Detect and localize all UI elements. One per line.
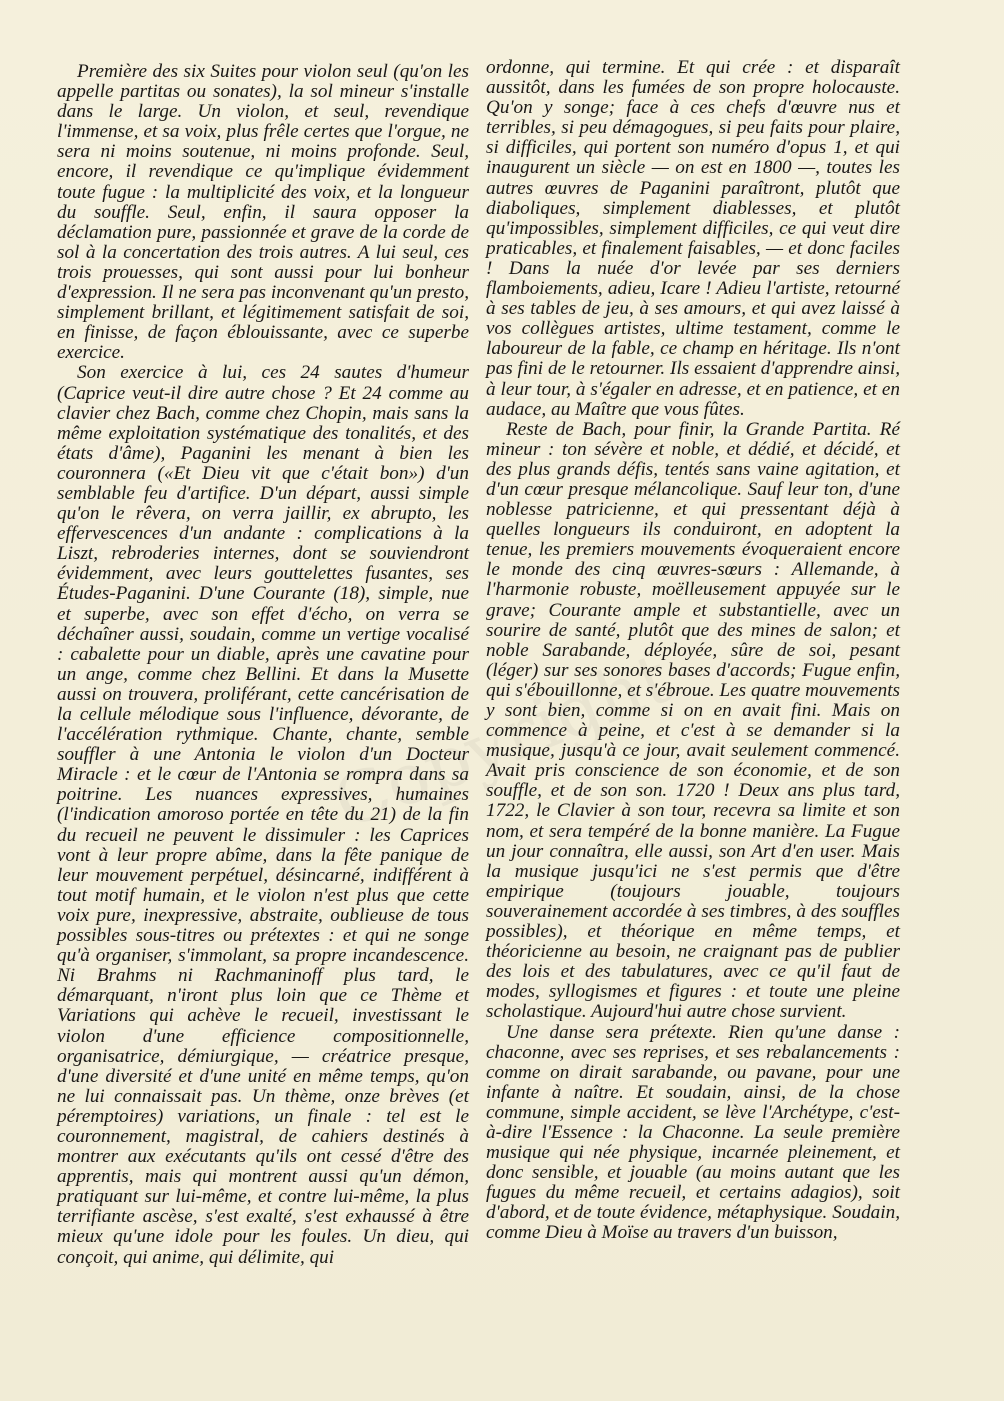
paragraph-paganini-caprices: Son exercice à lui, ces 24 sautes d'humeur (Caprice veut-il dire autre chose ? Et 24 comme au clavier chez Bach, comme chez Chopin, mais sans la même exploitation systématique des tonalités, et des états d'âme), Paganini les menant à bien les couronnera («Et Dieu vit que c'était bon») d'un semblable feu d'artifice. D'un départ, aussi simple qu'on le rêvera, on verra jaillir, ex abrupto, les effervescences d'un andante : complications à la Liszt, rebroderies internes, dont se souviendront évidemment, avec leurs gouttelettes fusantes, ses Études-Paganini. D'une Courante (18), simple, nue et superbe, avec son effet d'écho, on verra se déchaîner aussi, soudain, comme un vertige vocalisé : cabalette pour un diable, après une cavatine pour un ange, comme chez Bellini. Et dans la Musette aussi on trouvera, proliférant, cette cancérisation de la cellule mélodique sous l'influence, dévorante, de l'accélération rythmique. Chante, chante, semble souffler à une Antonia le violon d'un Docteur Miracle : et le cœur de l'Antonia se rompra dans sa poitrine. Les nuances expressives, humaines (l'indication amoroso portée en tête du 21) de la fin du recueil ne peuvent le dissimuler : les Caprices vont à leur propre abîme, dans la fête panique de leur mouvement perpétuel, désincarné, indifférent à tout motif humain, et le violon n'est plus que cette voix pure, inexpressive, abstraite, oublieuse de tous possibles sous-titres ou prétextes : et qui ne songe qu'à organiser, s'immolant, sa propre incandescence. Ni Brahms ni Rachmaninoff plus tard, le démarquant, n'iront plus loin que ce Thème et Variations qui achève le recueil, investissant le violon d'une efficience compositionnelle, organisatrice, démiurgique, — créatrice presque, d'une diversité et d'une unité en même temps, qu'on ne lui connaissait pas. Un thème, onze brèves (et péremptoires) variations, un finale : tel est le couronnement, magistral, de cahiers destinés à montrer aux exécutants qu'ils ont cessé d'être des apprentis, mais qui montrent aussi qu'un démon, pratiquant sur lui-même, et contre lui-même, la plus terrifiante ascèse, s'est exalté, s'est exhaussé à être mieux qu'une idole pour les foules. Un dieu, qui conçoit, qui anime, qui délimite, qui (57, 362, 469, 1268)
paragraph-chaconne: Une danse sera prétexte. Rien qu'une danse : chaconne, avec ses reprises, et ses rebalancements : comme on dirait sarabande, ou pavane, pour une infante à naître. Et soudain, ainsi, de la chose commune, simple accident, se lève l'Archétype, c'est-à-dire l'Essence : la Chaconne. La seule première musique qui née physique, incarnée pleinement, et donc sensible, et jouable (au moins autant que les fugues du même recueil, et certains adagios), soit d'abord, et de toute évidence, métaphysique. Soudain, comme Dieu à Moïse au travers d'un buisson, (486, 1021, 900, 1244)
paragraph-grande-partita: Reste de Bach, pour finir, la Grande Partita. Ré mineur : ton sévère et noble, et dédié, et décidé, et des plus grands défis, tentés sans vaine agitation, et d'un cœur presque mélancolique. Sauf leur ton, d'une noblesse patricienne, et qui pressentant déjà à quelles longueurs ils conduiront, en adoptent la tenue, les premiers mouvements évoqueraient encore le monde des cinq œuvres-sœurs : Allemande, à l'harmonie robuste, moëlleusement appuyée sur le grave; Courante ample et substantielle, avec un sourire de santé, plutôt que des mines de salon; et noble Sarabande, déployée, sûre de soi, pesant (léger) sur ses sonores bases d'accords; Fugue enfin, qui s'ébouillonne, et s'ébroue. Les quatre mouvements y sont bien, comme si on en avait fini. Mais on commence à peine, et c'est à se demander si la musique, jusqu'à ce jour, avait seulement commencé. Avait pris conscience de son économie, et de son souffle, et de son son. 1720 ! Deux ans plus tard, 1722, le Clavier à son tour, recevra sa limite et son nom, et sera tempéré de la bonne manière. La Fugue un jour connaîtra, elle aussi, son Art d'en user. Mais la musique jusqu'ici ne s'est permis que d'être empirique (toujours jouable, toujours souverainement accordée à ses timbres, à des souffles possibles), et théorique en même temps, et théoricienne au besoin, ne craignant pas de publier des lois et des tabulatures, avec ce qu'il faut de modes, syllogismes et figures : et toute une pleine scholastique. Aujourd'hui autre chose survient. (486, 418, 900, 1023)
right-column (486, 58, 900, 1244)
paragraph-continuation: ordonne, qui termine. Et qui crée : et disparaît aussitôt, dans les fumées de son propre holocauste. Qu'on y songe; face à ces chefs d'œuvre nus et terribles, si peu démagogues, si peu faits pour plaire, si difficiles, qui portent son numéro d'opus 1, et qui inaugurent un siècle — on est en 1800 —, toutes les autres œuvres de Paganini paraîtront, plutôt que diaboliques, simplement diablesses, et plutôt qu'impossibles, simplement difficiles, ce qui veut dire praticables, et finalement faisables, — et donc faciles ! Dans la nuée d'or levée par ses derniers flamboiements, adieu, Icare ! Adieu l'artiste, retourné à ses tables de jeu, à ses amours, et qui avez laissé à vos collègues artistes, ultime testament, comme le laboureur de la fable, ce champ en héritage. Ils n'ont pas fini de le retourner. Ils essaient d'apprendre ainsi, à leur tour, à s'égaler en adresse, et en patience, et en audace, au Maître que vous fûtes. (486, 57, 900, 420)
paragraph-partita-sol-mineur: Première des six Suites pour violon seul (qu'on les appelle partitas ou sonates), la sol mineur s'installe dans le large. Un violon, et seul, revendique l'immense, et sa voix, plus frêle certes que l'orgue, ne sera ni moins soutenue, ni moins profonde. Seul, encore, il revendique ce qu'implique évidemment toute fugue : la multiplicité des voix, et la longueur du souffle. Seul, enfin, il saura opposer la déclamation pure, passionnée et grave de la corde de sol à la concertation des trois autres. A lui seul, ces trois prouesses, qui sont aussi pour lui bonheur d'expression. Il ne sera pas inconvenant qu'un presto, simplement brillant, et légitimement satisfait de soi, en finisse, de façon éblouissante, avec ce superbe exercice. (57, 61, 469, 364)
left-column (57, 58, 469, 1268)
